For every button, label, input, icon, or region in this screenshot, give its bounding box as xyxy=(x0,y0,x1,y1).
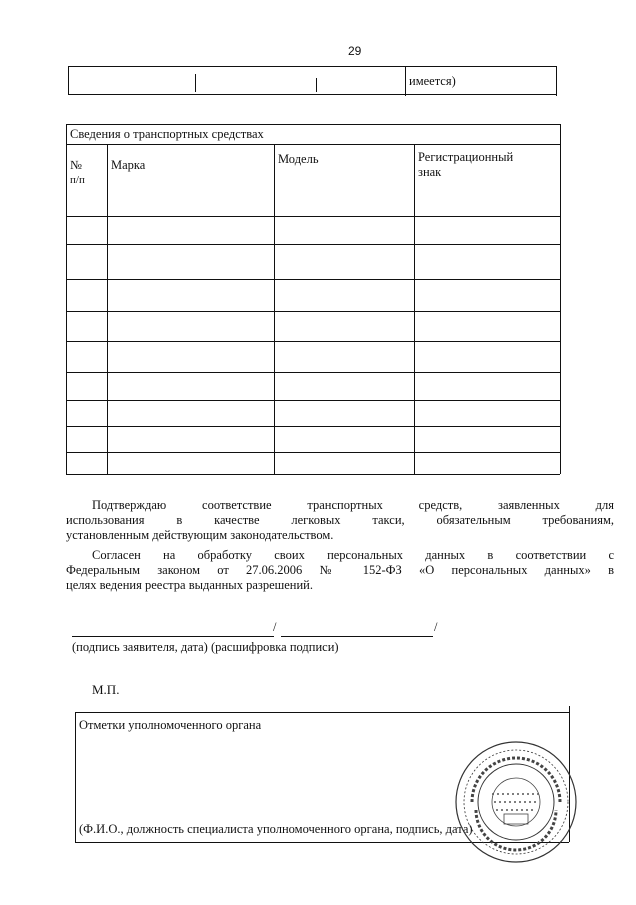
official-stamp-seal xyxy=(452,738,580,866)
signature-separator: / xyxy=(273,620,277,634)
seal-place-label: М.П. xyxy=(92,682,120,697)
consent-line-1: Согласен на обработку своих персональных данных в соответствии с xyxy=(92,548,614,562)
confirm-line-1: Подтверждаю соответствие транспортных средств, заявленных для xyxy=(92,498,614,512)
signature-line xyxy=(72,636,274,637)
column-number-header: № п/п xyxy=(70,158,85,186)
confirm-line-3: установленным действующим законодательством. xyxy=(66,528,334,542)
vehicles-table-title: Сведения о транспортных средствах xyxy=(70,127,264,141)
authority-title: Отметки уполномоченного органа xyxy=(79,718,262,732)
column-registration-header: Регистрационный знак xyxy=(418,150,514,179)
authority-caption: (Ф.И.О., должность специалиста уполномоченного органа, подпись, дата) xyxy=(79,822,473,836)
consent-line-3: целях ведения реестра выданных разрешений. xyxy=(66,578,313,592)
signature-caption: (подпись заявителя, дата) (расшифровка подписи) xyxy=(72,640,339,654)
top-fragment-text: имеется) xyxy=(409,74,456,88)
consent-line-2: Федеральным законом от 27.06.2006 № 152-ФЗ «О персональных данных» в xyxy=(66,563,614,577)
page-number: 29 xyxy=(348,44,362,58)
signature-separator-end: / xyxy=(434,620,438,634)
column-model-header: Модель xyxy=(278,152,319,166)
signature-decoding-line xyxy=(281,636,433,637)
column-brand-header: Марка xyxy=(111,158,146,172)
confirm-line-2: использования в качестве легковых такси, обязательным требованиям, xyxy=(66,513,614,527)
